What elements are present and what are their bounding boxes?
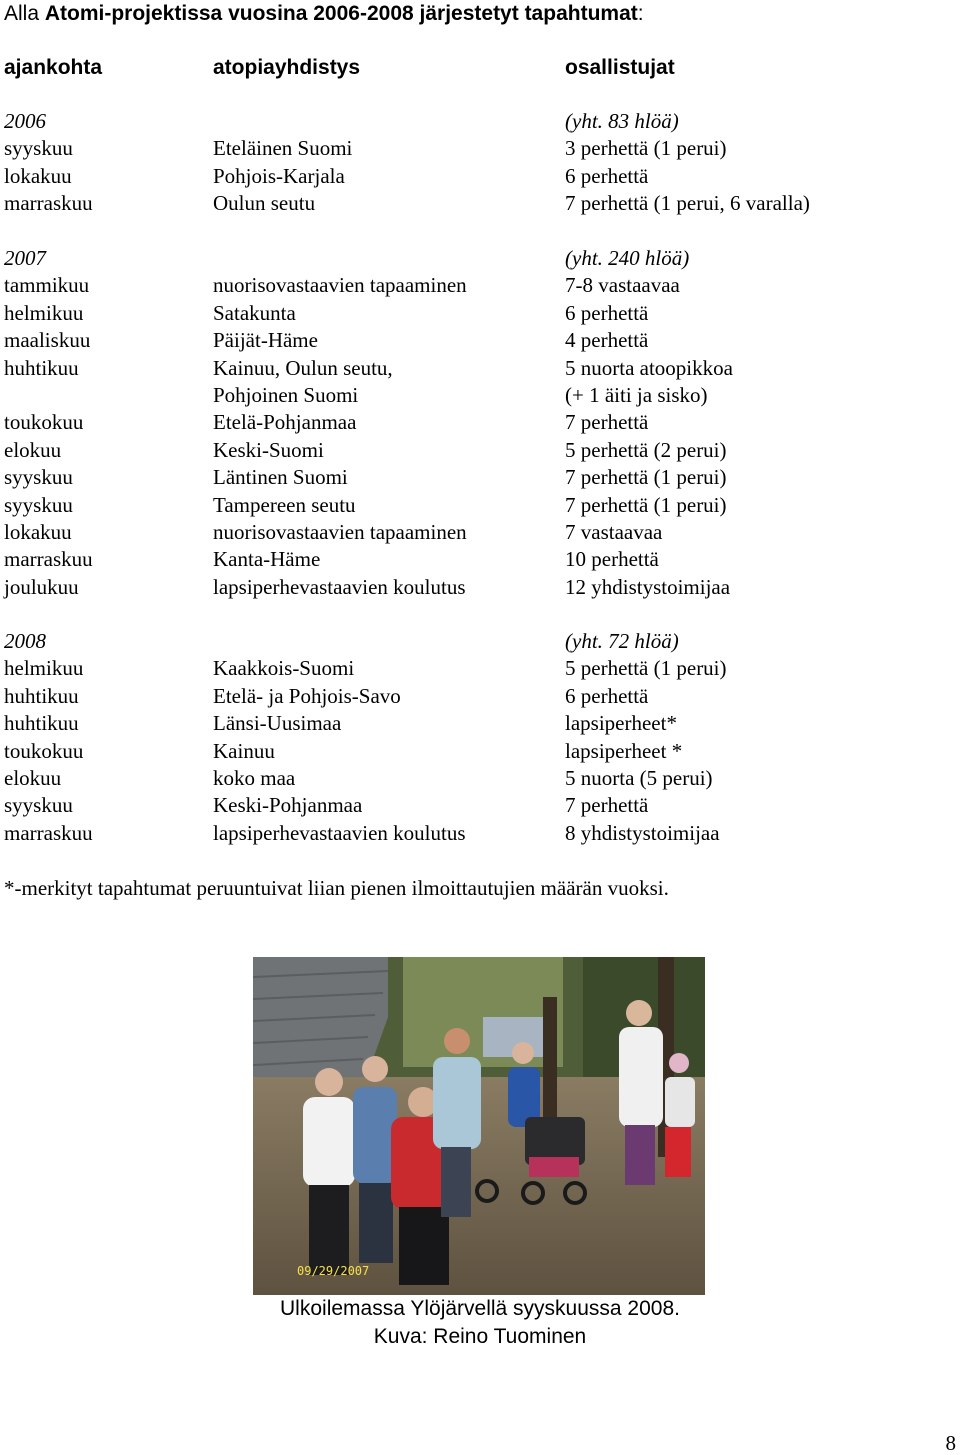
cell-association: Pohjoinen Suomi [213,383,359,407]
year-total: (yht. 83 hlöä) [565,109,679,133]
column-header-participants: osallistujat [565,56,675,79]
page-number: 8 [945,1431,956,1455]
cell-association: Etelä- ja Pohjois-Savo [213,683,401,708]
cell-participants: 7 perhettä (1 perui) [565,492,727,517]
cell-month: lokakuu [4,163,72,188]
cell-participants: 5 nuorta atoopikkoa [565,355,733,380]
cell-month: syyskuu [4,793,73,818]
year-row [0,628,960,655]
table-row [0,327,960,354]
cell-month: syyskuu [4,465,73,490]
table-row [0,163,960,190]
cell-participants: 7 perhettä (1 perui, 6 varalla) [565,191,810,216]
cell-association: Kanta-Häme [213,547,321,572]
year-total: (yht. 72 hlöä) [565,629,679,653]
table-row [0,190,960,217]
year-row [0,108,960,135]
cell-participants: 8 yhdistystoimijaa [565,820,720,845]
cell-association: nuorisovastaavien tapaaminen [213,520,467,544]
cell-association: Oulun seutu [213,191,316,216]
table-row [0,710,960,737]
cell-participants: 7 perhettä [565,410,649,435]
cell-month: maaliskuu [4,328,91,353]
cell-participants: 6 perhettä [565,683,649,708]
cell-month: toukokuu [4,738,84,763]
cell-month: elokuu [4,766,62,790]
cell-association: Kainuu [213,738,275,763]
cell-participants: (+ 1 äiti ja sisko) [565,383,708,407]
cell-month: lokakuu [4,520,72,544]
table-row [0,546,960,573]
cell-month: marraskuu [4,820,93,845]
cell-participants: 7-8 vastaavaa [565,273,680,298]
table-row [0,272,960,299]
cell-month: syyskuu [4,492,73,517]
table-row [0,683,960,710]
cell-association: Tampereen seutu [213,492,356,517]
year-row [0,245,960,272]
table-row [0,464,960,491]
cell-month: elokuu [4,437,62,462]
cell-association: koko maa [213,766,296,790]
cell-participants: lapsiperheet* [565,711,677,736]
cell-month: helmikuu [4,300,84,325]
year-total: (yht. 240 hlöä) [565,246,690,270]
table-row [0,135,960,162]
table-row [0,492,960,519]
table-row [0,382,960,409]
year-label: 2007 [4,246,46,270]
table-row [0,355,960,382]
cell-participants: 6 perhettä [565,163,649,188]
cell-month: syyskuu [4,136,73,161]
table-row [0,765,960,792]
cell-participants: 5 perhettä (1 perui) [565,656,727,681]
table-row [0,519,960,546]
cell-month: toukokuu [4,410,84,435]
cell-participants: 4 perhettä [565,328,649,353]
column-header-association: atopiayhdistys [213,56,361,79]
cell-association: Satakunta [213,300,296,325]
cell-participants: 6 perhettä [565,300,649,325]
cell-participants: 7 vastaavaa [565,520,663,544]
photo-date-stamp: 09/29/2007 [297,1264,370,1278]
cell-month: huhtikuu [4,683,79,708]
cell-association: lapsiperhevastaavien koulutus [213,820,466,845]
cell-month: huhtikuu [4,355,79,380]
cell-association: Kaakkois-Suomi [213,656,355,681]
cell-month: helmikuu [4,656,84,681]
cell-month: tammikuu [4,273,90,298]
table-row [0,792,960,819]
column-header-date: ajankohta [4,56,103,79]
cell-participants: 5 nuorta (5 perui) [565,766,713,790]
cell-month: marraskuu [4,547,93,572]
cell-association: Keski-Pohjanmaa [213,793,363,818]
cell-association: Päijät-Häme [213,328,318,353]
cell-participants: lapsiperheet * [565,738,683,763]
cell-participants: 7 perhettä (1 perui) [565,465,727,490]
table-row [0,300,960,327]
group-photo [253,957,705,1295]
cell-association: Kainuu, Oulun seutu, [213,355,393,380]
footnote: *-merkityt tapahtumat peruuntuivat liian pienen ilmoittautujien määrän vuoksi. [4,876,669,900]
table-row [0,409,960,436]
heading-prefix: Alla [4,2,45,25]
year-label: 2006 [4,109,46,133]
cell-participants: 10 perhettä [565,547,659,572]
cell-association: nuorisovastaavien tapaaminen [213,273,467,298]
table-row [0,574,960,601]
cell-association: Eteläinen Suomi [213,136,353,161]
cell-association: Pohjois-Karjala [213,163,345,188]
page-heading [4,0,644,28]
table-row [0,738,960,765]
table-row [0,655,960,682]
photo-caption-line1: Ulkoilemassa Ylöjärvellä syyskuussa 2008. [280,1297,680,1320]
cell-association: Etelä-Pohjanmaa [213,410,357,435]
cell-participants: 12 yhdistystoimijaa [565,574,731,599]
cell-month: joulukuu [4,574,79,599]
cell-month: marraskuu [4,191,93,216]
table-row [0,820,960,847]
cell-participants: 7 perhettä [565,793,649,818]
cell-association: Läntinen Suomi [213,465,348,490]
year-label: 2008 [4,629,46,653]
cell-month: huhtikuu [4,711,79,736]
table-row [0,437,960,464]
cell-participants: 5 perhettä (2 perui) [565,437,727,462]
cell-participants: 3 perhettä (1 perui) [565,136,727,161]
heading-suffix: : [637,2,644,25]
photo-caption-line2: Kuva: Reino Tuominen [373,1325,587,1348]
cell-association: Länsi-Uusimaa [213,711,342,736]
cell-association: lapsiperhevastaavien koulutus [213,574,466,599]
cell-association: Keski-Suomi [213,437,324,462]
heading-bold: Atomi-projektissa vuosina 2006-2008 järjestetyt tapahtumat [44,2,638,25]
